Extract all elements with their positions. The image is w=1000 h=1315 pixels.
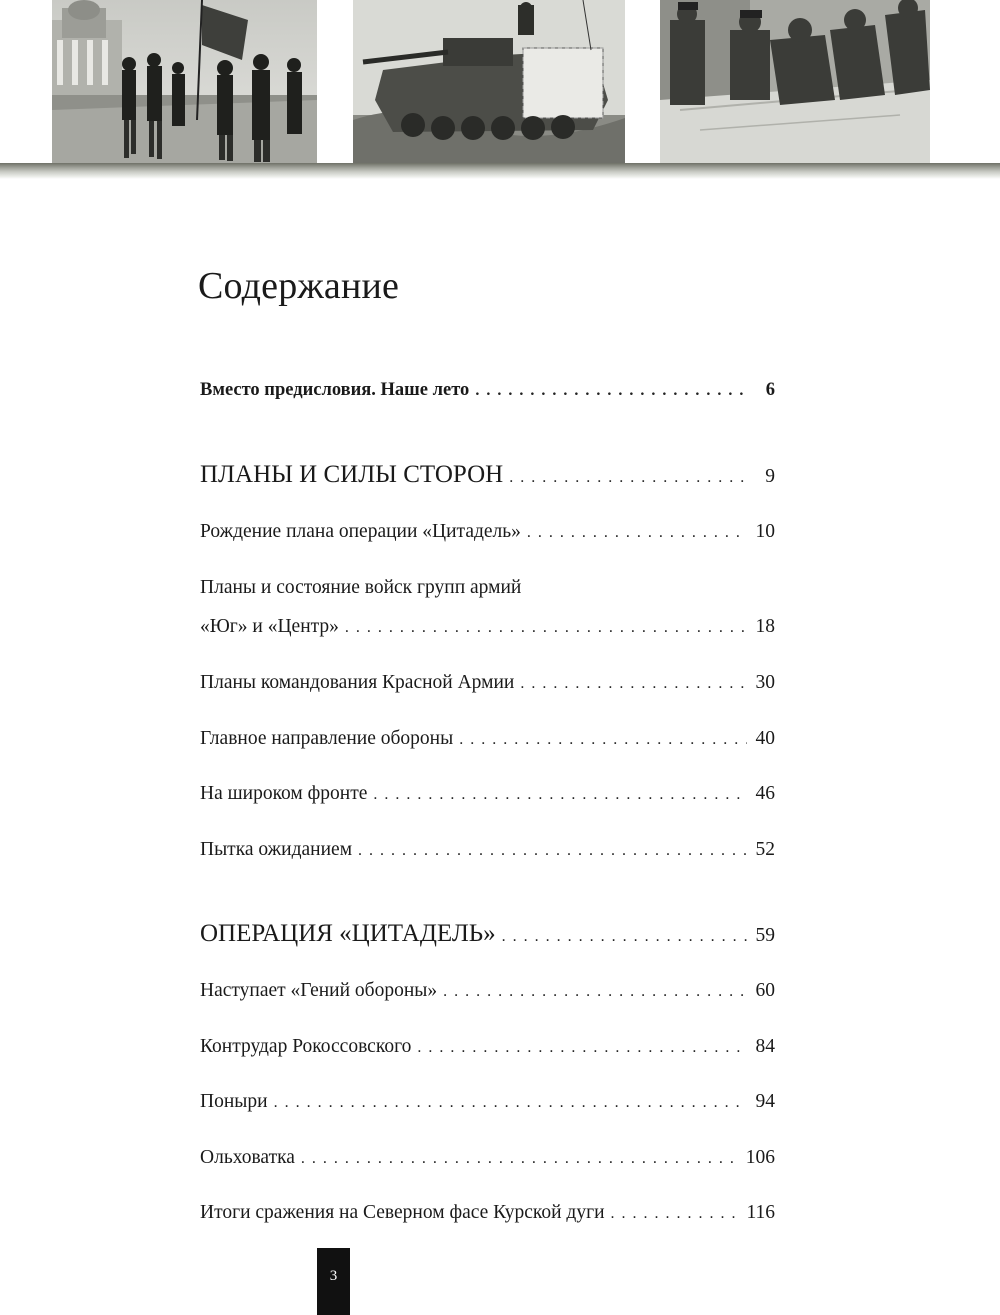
photo-strip — [0, 0, 1000, 180]
toc-entry-label: Главное направление обороны — [200, 727, 459, 751]
toc-entry[interactable] — [200, 1090, 775, 1115]
toc-entry-page: 10 — [755, 521, 775, 542]
toc-entry-page: 6 — [765, 380, 775, 400]
page-number-tab — [317, 1248, 350, 1315]
toc-entry-label: Ольховатка — [200, 1146, 301, 1170]
officers-map-photo — [660, 0, 930, 163]
toc-entry-label: ОПЕРАЦИЯ «ЦИТАДЕЛЬ» — [200, 919, 502, 949]
tank-photo — [353, 0, 625, 163]
toc-leader-dots — [520, 672, 747, 696]
toc-title: Содержание — [198, 265, 400, 307]
toc-leader-dots — [373, 783, 747, 807]
toc-entry-page: 30 — [755, 672, 775, 693]
toc-entry-page: 60 — [755, 980, 775, 1001]
toc-entry[interactable] — [200, 671, 775, 696]
toc-leader-dots — [358, 839, 747, 863]
toc-entry[interactable] — [200, 378, 775, 403]
toc-leader-dots — [502, 922, 747, 952]
toc-leader-dots — [345, 616, 747, 640]
toc-entry-label: Пытка ожиданием — [200, 838, 358, 862]
toc-entry-page: 18 — [755, 616, 775, 637]
toc-entry-label: Итоги сражения на Северном фасе Курской дуги — [200, 1201, 611, 1225]
toc-entry-page: 52 — [755, 839, 775, 860]
toc-entry-page: 46 — [755, 783, 775, 804]
toc-entry-label: Поныри — [200, 1090, 274, 1114]
toc-entry-label: ПЛАНЫ И СИЛЫ СТОРОН — [200, 460, 509, 490]
soldiers-parade-photo — [52, 0, 317, 163]
toc-leader-dots — [417, 1036, 747, 1060]
toc-entry[interactable] — [200, 1201, 775, 1226]
toc-entry-page: 94 — [755, 1091, 775, 1112]
toc-section-entry[interactable] — [200, 919, 775, 952]
toc-entry[interactable] — [200, 1146, 775, 1171]
toc-entry-page: 9 — [765, 466, 775, 487]
toc-leader-dots — [459, 728, 747, 752]
toc-entry-label: Контрудар Рокоссовского — [200, 1035, 417, 1059]
toc-entry[interactable] — [200, 1035, 775, 1060]
toc-leader-dots — [301, 1147, 738, 1171]
toc-leader-dots — [509, 463, 747, 493]
toc-entry-label: «Юг» и «Центр» — [200, 615, 345, 639]
toc-entry-label: Рождение плана операции «Цитадель» — [200, 520, 527, 544]
toc-entry[interactable] — [200, 615, 775, 640]
toc-entry-label: Вместо предисловия. Наше лето — [200, 378, 475, 402]
toc-entry-label: На широком фронте — [200, 782, 373, 806]
toc-entry[interactable] — [200, 727, 775, 752]
page-number: 3 — [329, 1268, 338, 1284]
toc-leader-dots — [527, 521, 747, 545]
toc-leader-dots — [443, 980, 747, 1004]
toc-entry[interactable] — [200, 782, 775, 807]
toc-leader-dots — [475, 379, 747, 403]
toc-entry-label: Наступает «Гений обороны» — [200, 979, 443, 1003]
toc-entry-page: 116 — [746, 1202, 775, 1223]
toc-leader-dots — [611, 1202, 739, 1226]
toc-entry-label-line1[interactable]: Планы и состояние войск групп армий — [200, 577, 522, 598]
toc-section-entry[interactable] — [200, 460, 775, 493]
toc-entry[interactable] — [200, 520, 775, 545]
toc-leader-dots — [274, 1091, 747, 1115]
header-shadow-rule — [0, 163, 1000, 179]
toc-entry-page: 106 — [745, 1147, 775, 1168]
toc-entry-page: 40 — [755, 728, 775, 749]
toc-entry[interactable] — [200, 979, 775, 1004]
toc-entry-page: 84 — [755, 1036, 775, 1057]
toc-entry-label: Планы командования Красной Армии — [200, 671, 520, 695]
toc-entry-page: 59 — [755, 925, 775, 946]
toc-entry[interactable] — [200, 838, 775, 863]
